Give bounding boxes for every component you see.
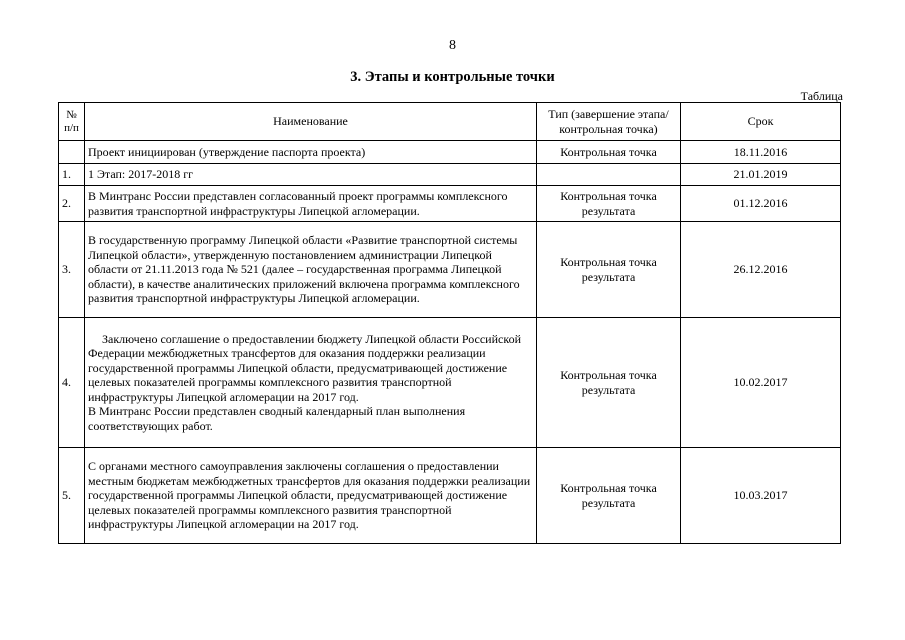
row-type: Контрольная точка bbox=[537, 141, 681, 164]
row-name: В Минтранс России представлен согласованный проект программы комплексного развития транспортной инфраструктуры Липецкой агломерации. bbox=[85, 186, 537, 222]
row-name-paragraph: В Минтранс России представлен сводный календарный план выполнения соответствующих работ. bbox=[88, 404, 466, 433]
row-num: 2. bbox=[59, 186, 85, 222]
row-name: В государственную программу Липецкой области «Развитие транспортной системы Липецкой области», утвержденную постановлением администрации Липецкой области от 21.11.2013 года № 521 (далее – государственная программа Липецкой области), в качестве аналитических приложений включена программа комплексного развития транспортной инфраструктуры Липецкой агломерации. bbox=[85, 222, 537, 318]
page-number: 8 bbox=[449, 38, 456, 53]
row-name: 1 Этап: 2017-2018 гг bbox=[85, 164, 537, 186]
row-name: С органами местного самоуправления заключены соглашения о предоставлении местным бюджетам межбюджетных трансфертов для оказания поддержки реализации государственной программы Липецкой области, предусматривающей достижение целевых показателей программы комплексного развития транспортной инфраструктуры Липецкой агломерации на 2017 год. bbox=[85, 448, 537, 544]
row-date: 21.01.2019 bbox=[681, 164, 841, 186]
header-type: Тип (завершение этапа/контрольная точка) bbox=[537, 103, 681, 141]
row-num bbox=[59, 141, 85, 164]
row-date: 26.12.2016 bbox=[681, 222, 841, 318]
row-type: Контрольная точка результата bbox=[537, 186, 681, 222]
row-num: 1. bbox=[59, 164, 85, 186]
row-name bbox=[85, 318, 537, 448]
table-row bbox=[59, 448, 841, 544]
header-num: № п/п bbox=[59, 103, 85, 141]
row-type: Контрольная точка результата bbox=[537, 318, 681, 448]
row-name: Проект инициирован (утверждение паспорта проекта) bbox=[85, 141, 537, 164]
row-date: 10.03.2017 bbox=[681, 448, 841, 544]
section-title: 3. Этапы и контрольные точки bbox=[350, 69, 555, 85]
row-type: Контрольная точка результата bbox=[537, 448, 681, 544]
row-num: 4. bbox=[59, 318, 85, 448]
row-name-paragraph: Заключено соглашение о предоставлении бюджету Липецкой области Российской Федерации межбюджетных трансфертов для оказания поддержки реализации государственной программы Липецкой области, предусматривающей достижение целевых показателей программы комплексного развития транспортной инфраструктуры Липецкой агломерации на 2017 год. bbox=[88, 332, 521, 404]
table-caption: Таблица bbox=[800, 89, 843, 103]
row-type bbox=[537, 164, 681, 186]
table-row bbox=[59, 186, 841, 222]
table-row bbox=[59, 318, 841, 448]
table-header-row bbox=[59, 103, 841, 141]
table-row bbox=[59, 222, 841, 318]
row-num: 5. bbox=[59, 448, 85, 544]
row-num: 3. bbox=[59, 222, 85, 318]
row-date: 01.12.2016 bbox=[681, 186, 841, 222]
stages-table bbox=[58, 102, 841, 544]
row-date: 18.11.2016 bbox=[681, 141, 841, 164]
row-type: Контрольная точка результата bbox=[537, 222, 681, 318]
table-row bbox=[59, 141, 841, 164]
header-date: Срок bbox=[681, 103, 841, 141]
table-row bbox=[59, 164, 841, 186]
header-name: Наименование bbox=[85, 103, 537, 141]
row-date: 10.02.2017 bbox=[681, 318, 841, 448]
